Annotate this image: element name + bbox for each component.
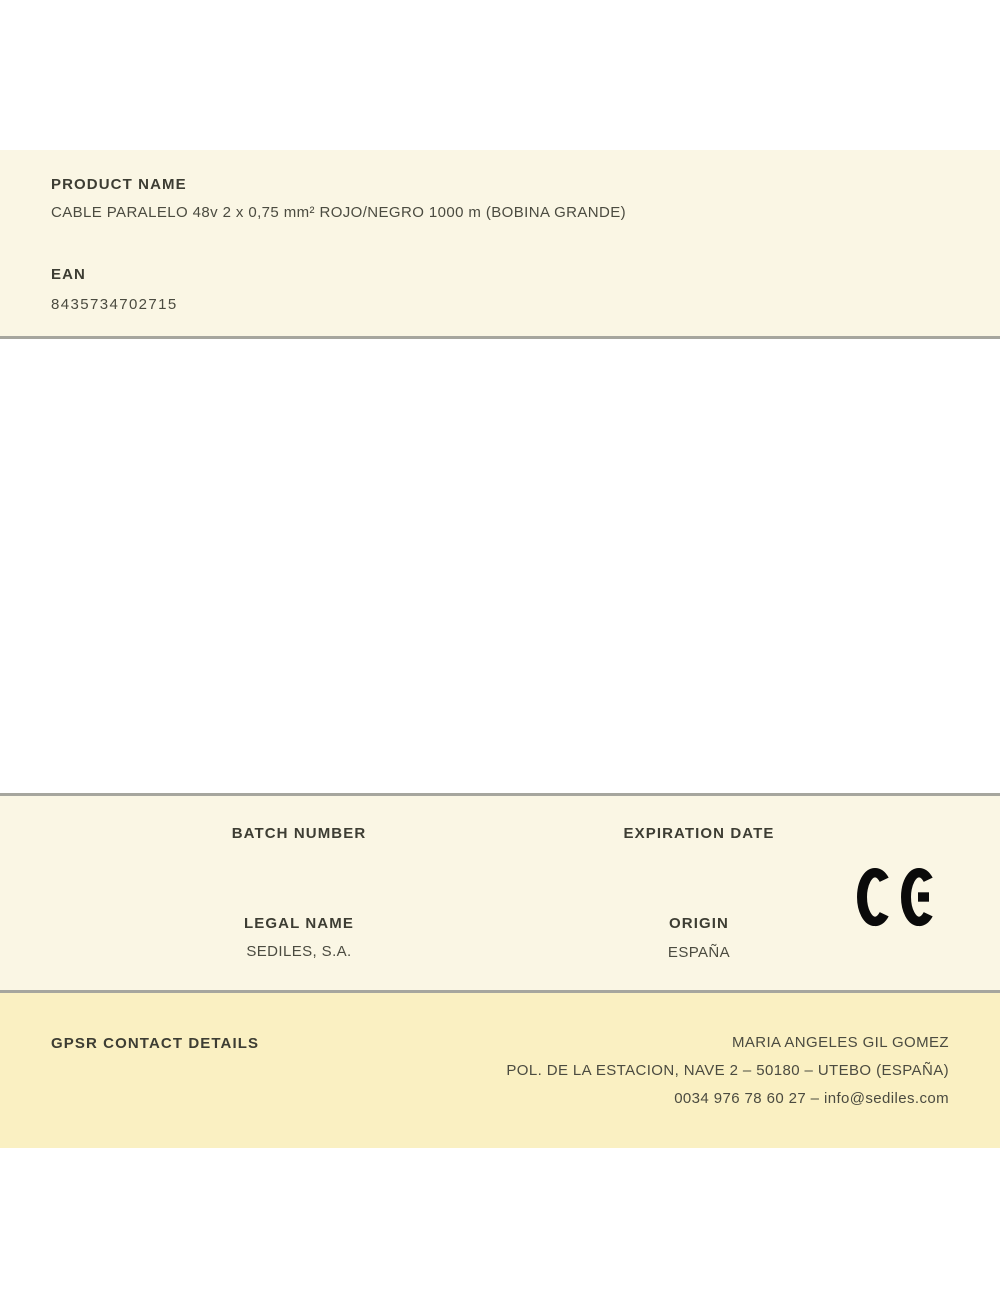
- batch-info-section: [0, 793, 1000, 993]
- product-name-label: PRODUCT NAME: [51, 176, 187, 193]
- legal-name-value: SEDILES, S.A.: [246, 943, 352, 960]
- gpsr-contact-label: GPSR CONTACT DETAILS: [51, 1035, 260, 1052]
- gpsr-contact-block: [506, 1029, 949, 1113]
- legal-name-label: LEGAL NAME: [244, 915, 354, 932]
- ean-value: 8435734702715: [51, 296, 178, 313]
- origin-label: ORIGIN: [669, 915, 729, 932]
- contact-address: POL. DE LA ESTACION, NAVE 2 – 50180 – UTEBO (ESPAÑA): [506, 1062, 949, 1079]
- gpsr-contact-section: [0, 993, 1000, 1148]
- product-info-section: [0, 150, 1000, 339]
- batch-number-label: BATCH NUMBER: [231, 825, 367, 842]
- contact-name: MARIA ANGELES GIL GOMEZ: [731, 1034, 949, 1051]
- ce-mark-icon: [857, 867, 941, 927]
- product-name-value: CABLE PARALELO 48v 2 x 0,75 mm² ROJO/NEGRO 1000 m (BOBINA GRANDE): [51, 204, 627, 221]
- ean-label: EAN: [51, 266, 86, 283]
- expiration-date-label: EXPIRATION DATE: [623, 825, 775, 842]
- origin-value: ESPAÑA: [667, 944, 731, 961]
- contact-phone-email: 0034 976 78 60 27 – info@sediles.com: [674, 1090, 949, 1107]
